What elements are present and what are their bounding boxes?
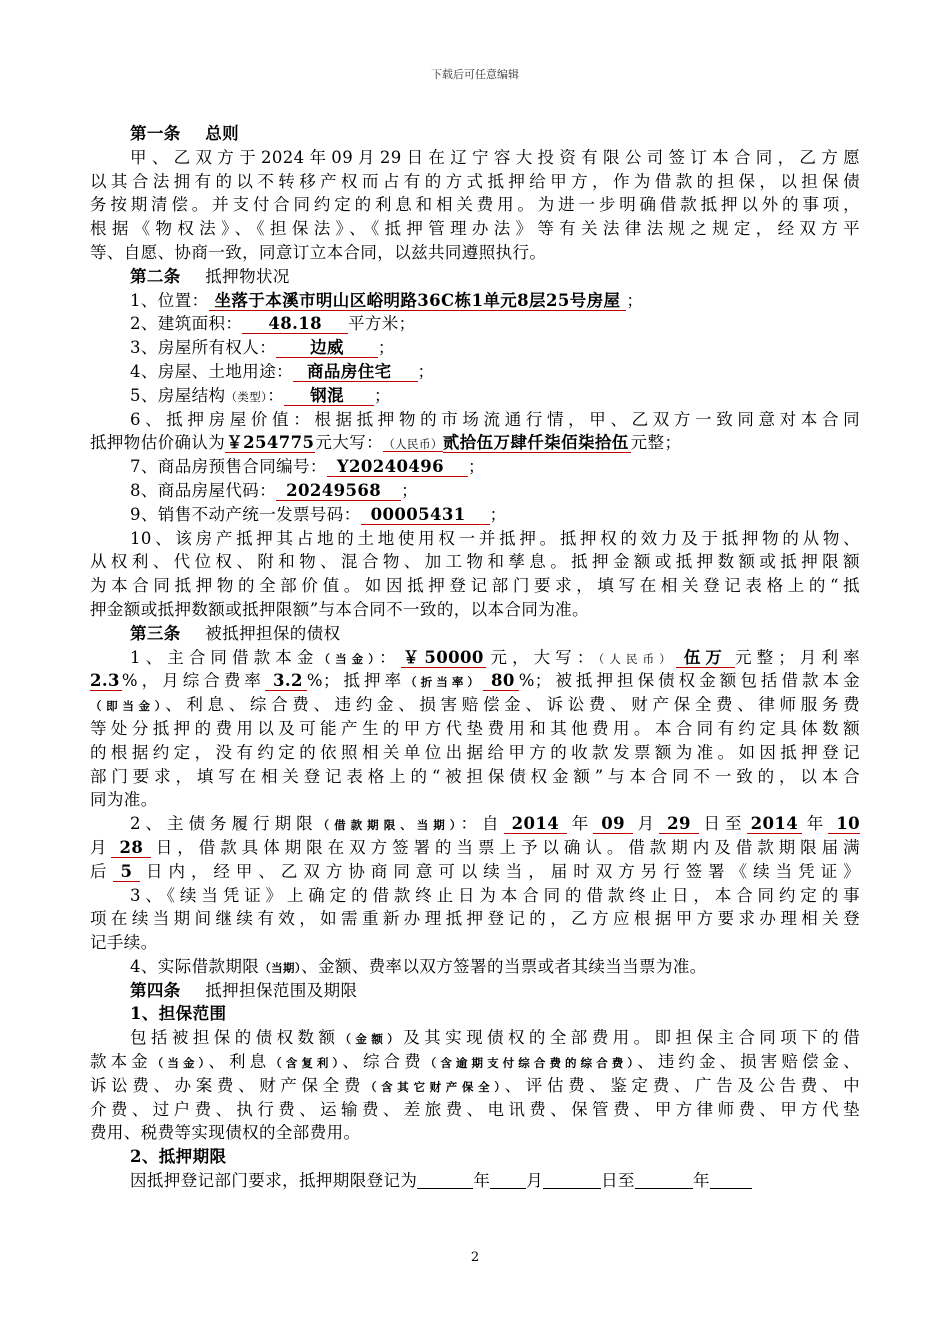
scope-line — [90, 1074, 860, 1098]
note: （金额） — [339, 1032, 404, 1047]
blank-day-field[interactable] — [543, 1171, 601, 1189]
item-label: 2、建筑面积： — [130, 314, 243, 334]
structure-value: 钢混 — [284, 386, 374, 406]
note: （含逾期支付综合费的综合费） — [424, 1056, 638, 1071]
text: 、金额、费率以双方签署的当票或者其续当当票为准。 — [301, 956, 707, 976]
renewal-line: 记手续。 — [90, 933, 158, 953]
appraised-amount: ￥254775 — [226, 433, 315, 453]
presale-contract-number: Y20240496 — [327, 457, 468, 477]
article-4-heading — [90, 979, 860, 1003]
article-2-heading — [90, 265, 860, 289]
scope-line — [90, 1026, 860, 1050]
text: 因抵押登记部门要求，抵押期限登记为 — [130, 1171, 418, 1191]
location-value: 坐落于本溪市明山区峪明路36C栋1单元8层25号房屋 — [209, 291, 627, 311]
start-day: 29 — [659, 814, 699, 834]
item-label: 1、位置： — [130, 290, 209, 310]
end-month: 10 — [828, 814, 860, 834]
punct: ： — [379, 647, 401, 667]
land-use-line: 为本合同抵押物的全部价值。如因抵押登记部门要求，填写在相关登记表格上的“抵 — [90, 576, 860, 596]
debt-scope-line: 部门要求，填写在相关登记表格上的“被担保债权金额”与本合同不一致的，以本合 — [90, 766, 860, 786]
currency-note: （人民币） — [598, 651, 676, 666]
item-note: （类型） — [225, 389, 268, 404]
punct: ； — [626, 290, 644, 310]
item-label: 5、房屋结构 — [130, 385, 226, 405]
invoice-number: 00005431 — [361, 505, 490, 525]
blank-month-field[interactable] — [490, 1171, 526, 1189]
article-title: 总则 — [205, 124, 240, 143]
mortgage-ratio: 80 — [483, 671, 519, 691]
text: 日至 — [698, 814, 747, 834]
unit: 平方米； — [347, 314, 416, 334]
note: （即当金） — [90, 699, 166, 714]
blank-end-month-field[interactable] — [710, 1171, 752, 1189]
text: 及其实现债权的全部费用。即担保主合同项下的借 — [403, 1028, 860, 1048]
note: （借款期限、当期） — [317, 818, 461, 833]
note: （含复利） — [270, 1056, 343, 1071]
start-month: 09 — [593, 814, 633, 834]
item-label: 7、商品房预售合同编号： — [130, 457, 327, 477]
area-value: 48.18 — [242, 314, 348, 334]
monthly-rate: 2.3 — [90, 671, 120, 691]
text: 诉讼费、办案费、财产保全费 — [90, 1075, 365, 1095]
period-subheading: 2、抵押期限 — [130, 1147, 227, 1167]
article-number: 第四条 — [130, 980, 181, 1000]
text: 、违约金、损害赔偿金、 — [637, 1052, 860, 1072]
land-use-line: 10、该房产抵押其占地的土地使用权一并抵押。抵押权的效力及于抵押物的从物、 — [130, 528, 860, 548]
rate-line — [90, 669, 860, 693]
text: 元大写： — [315, 433, 383, 453]
text: 日，借款具体期限在双方签署的当票上予以确认。借款期内及借款期限届满 — [151, 837, 860, 857]
amount-in-words: 贰拾伍万肆仟柒佰柒拾伍 — [442, 433, 629, 453]
principal-in-words: 伍万 — [676, 648, 735, 668]
item-label: 9、销售不动产统一发票号码： — [130, 504, 361, 524]
house-code: 20249568 — [276, 481, 401, 501]
invoice-item — [90, 503, 860, 527]
usage-value: 商品房住宅 — [293, 362, 418, 382]
article-title: 被抵押担保的债权 — [205, 623, 341, 643]
text: 、利息、综合费、违约金、损害赔偿金、诉讼费、财产保全费、律师服务费 — [165, 695, 860, 715]
text: 抵押物估价确认为 — [90, 433, 226, 453]
punct: ； — [468, 457, 485, 477]
item-label: 3、房屋所有权人： — [130, 338, 277, 358]
text: 年 — [802, 814, 829, 834]
note: （含其它财产保全） — [365, 1079, 505, 1094]
term-line — [90, 836, 860, 860]
punct: ； — [401, 480, 419, 500]
area-item — [90, 312, 860, 336]
end-day: 28 — [111, 838, 151, 858]
actual-term-line — [90, 955, 860, 979]
blank-end-year-field[interactable] — [635, 1171, 693, 1189]
principal-line — [90, 646, 860, 670]
text: 年 — [473, 1171, 491, 1191]
value-item-line — [90, 431, 860, 455]
text: ：自 — [460, 814, 504, 834]
text: 、综合费 — [342, 1052, 425, 1072]
text: 月 — [633, 814, 660, 834]
article-1-line: 务按期清偿。并支付合同约定的利息和相关费用。为进一步明确借款抵押以外的事项， — [90, 195, 860, 215]
house-code-item — [90, 479, 860, 503]
currency-note: （人民币） — [383, 437, 443, 452]
text: 年 — [692, 1171, 710, 1191]
text: 元整；月利率 — [735, 647, 860, 667]
debt-scope-line: 等处分抵押的费用以及可能产生的甲方代垫费用和其他费用。本合同有约定具体数额 — [90, 718, 860, 738]
owner-item — [90, 336, 860, 360]
punct: ； — [377, 338, 395, 358]
text: 款本金 — [90, 1052, 152, 1072]
article-title: 抵押物状况 — [205, 266, 290, 286]
article-title: 抵押担保范围及期限 — [205, 980, 358, 1000]
text: 月 — [526, 1171, 544, 1191]
debt-scope-line: 同为准。 — [90, 790, 158, 810]
page-header: 下载后可任意编辑 — [431, 68, 519, 81]
presale-contract-item — [90, 455, 860, 479]
article-1-line: 等、自愿、协商一致，同意订立本合同，以兹共同遵照执行。 — [90, 242, 547, 262]
text: 日内，经甲、乙双方协商同意可以续当，届时双方另行签署《续当凭证》 — [140, 861, 860, 881]
scope-subheading: 1、担保范围 — [130, 1004, 227, 1024]
article-1-line: 根据《物权法》、《担保法》、《抵押管理办法》等有关法律法规之规定，经双方平 — [90, 219, 860, 239]
text: %；抵押率 — [306, 671, 406, 691]
text: 年 — [567, 814, 594, 834]
note: （当金） — [151, 1056, 209, 1071]
debt-scope-line: 的根据约定，没有约定的依照相关单位出据给甲方的收款发票额为准。如因抵押登记 — [90, 742, 860, 762]
period-line — [90, 1169, 860, 1193]
debt-scope-line — [90, 693, 860, 717]
text: 元整； — [630, 433, 682, 453]
scope-line — [90, 1050, 860, 1074]
article-number: 第一条 — [130, 124, 181, 143]
text: %，月综合费率 — [121, 671, 265, 691]
text: 包括被担保的债权数额 — [130, 1028, 340, 1048]
renewal-line: 项在续当期间继续有效，如需重新办理抵押登记的，乙方应根据甲方要求办理相关登 — [90, 909, 860, 929]
end-year: 2014 — [747, 814, 803, 834]
text: 2、主债务履行期限 — [130, 814, 318, 834]
note: （当期） — [259, 960, 302, 975]
page-number: 2 — [470, 1250, 480, 1265]
text: 、评估费、鉴定费、广告及公告费、中 — [504, 1075, 860, 1095]
note: （折当率） — [405, 675, 483, 690]
article-number: 第二条 — [130, 266, 181, 286]
article-number: 第三条 — [130, 623, 181, 643]
text: 月 — [90, 837, 112, 857]
value-item-line: 6、抵押房屋价值：根据抵押物的市场流通行情，甲、乙双方一致同意对本合同 — [130, 409, 860, 429]
monthly-fee-rate: 3.2 — [265, 671, 307, 691]
scope-line: 费用、税费等实现债权的全部费用。 — [90, 1123, 361, 1143]
item-label: 4、房屋、土地用途： — [130, 361, 293, 381]
text: 1、主合同借款本金 — [130, 647, 319, 667]
land-use-line: 押金额或抵押数额或抵押限额”与本合同不一致的，以本合同为准。 — [90, 599, 589, 619]
term-line — [90, 860, 860, 884]
owner-value: 边威 — [276, 338, 378, 358]
document-body — [90, 122, 860, 1193]
start-year: 2014 — [504, 814, 568, 834]
principal-amount: ￥50000 — [402, 647, 484, 667]
article-1-line: 甲、乙双方于2024年09月29日在辽宁容大投资有限公司签订本合同，乙方愿 — [130, 147, 860, 167]
location-item — [90, 289, 860, 313]
punct: ： — [267, 385, 285, 405]
text: 后 — [90, 861, 113, 881]
blank-year-field[interactable] — [417, 1171, 473, 1189]
land-use-line: 从权利、代位权、附和物、混合物、加工物和孳息。抵押金额或抵押数额或抵押限额 — [90, 552, 860, 572]
article-3-heading — [90, 622, 860, 646]
renewal-days: 5 — [113, 862, 141, 882]
scope-line: 介费、过户费、执行费、运输费、差旅费、电讯费、保管费、甲方律师费、甲方代垫 — [90, 1099, 860, 1119]
usage-item — [90, 360, 860, 384]
article-1-heading — [90, 122, 860, 146]
text: 、利息 — [208, 1052, 271, 1072]
item-label: 8、商品房屋代码： — [130, 480, 277, 500]
note: （当金） — [318, 651, 380, 666]
punct: ； — [417, 361, 435, 381]
renewal-line: 3、《续当凭证》上确定的借款终止日为本合同的借款终止日，本合同约定的事 — [130, 885, 860, 905]
text: 元，大写： — [485, 647, 599, 667]
text: %；被抵押担保债权金额包括借款本金 — [518, 671, 860, 691]
structure-item — [90, 384, 860, 408]
punct: ； — [373, 385, 391, 405]
text: 日至 — [601, 1171, 635, 1191]
text: 4、实际借款期限 — [130, 956, 260, 976]
article-1-line: 以其合法拥有的以不转移产权而占有的方式抵押给甲方，作为借款的担保，以担保债 — [90, 171, 860, 191]
term-line — [90, 812, 860, 836]
punct: ； — [489, 504, 507, 524]
